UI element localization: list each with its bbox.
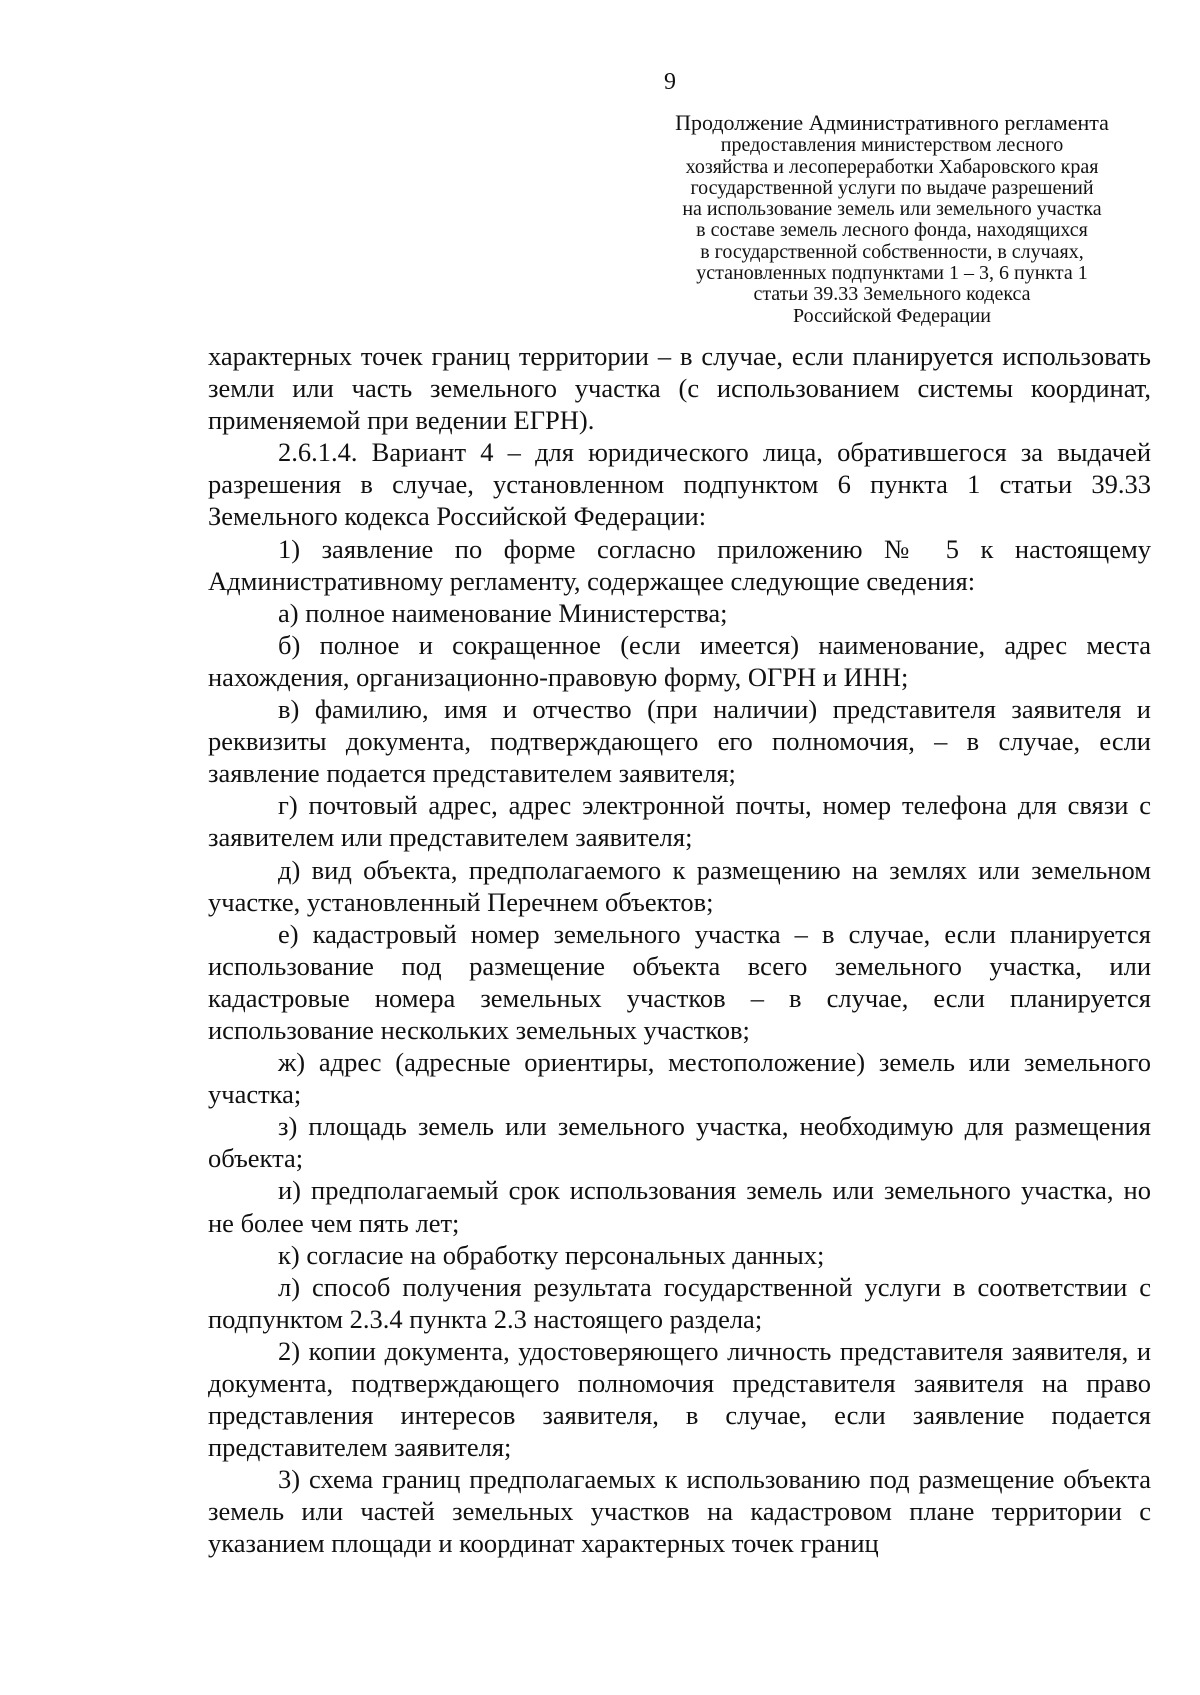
paragraph: 2.6.1.4. Вариант 4 – для юридического лица, обратившегося за выдачей разрешения в случае, установленном подпунктом 6 пункта 1 статьи 39.33 Земельного кодекса Российской Федерации: [208, 437, 1151, 532]
paragraph: характерных точек границ территории – в случае, если планируется использовать земли или часть земельного участка (с использованием системы координат, применяемой при ведении ЕГРН). [208, 341, 1151, 436]
paragraph: г) почтовый адрес, адрес электронной почты, номер телефона для связи с заявителем или представителем заявителя; [208, 790, 1151, 853]
header-line: в государственной собственности, в случаях, [700, 240, 1084, 263]
paragraph: 1) заявление по форме согласно приложению № 5 к настоящему Административному регламенту, содержащее следующие сведения: [208, 533, 1151, 596]
paragraph: е) кадастровый номер земельного участка – в случае, если планируется использование под размещение объекта всего земельного участка, или кадастровые номера земельных участков – в случае, если планируется использование нескольких земельных участков; [208, 918, 1151, 1045]
paragraph: а) полное наименование Министерства; [278, 597, 728, 628]
paragraph: и) предполагаемый срок использования земель или земельного участка, но не более чем пять лет; [208, 1175, 1151, 1238]
header-line: Продолжение Административного регламента [675, 110, 1109, 135]
header-line: предоставления министерством лесного [720, 134, 1064, 157]
paragraph: в) фамилию, имя и отчество (при наличии) представителя заявителя и реквизиты документа, подтверждающего его полномочия, – в случае, если заявление подается представителем заявителя; [208, 694, 1151, 789]
paragraph: 3) схема границ предполагаемых к использованию под размещение объекта земель или частей земельных участков на кадастровом плане территории с указанием площади и координат характерных точек границ [208, 1464, 1151, 1559]
header-line: хозяйства и лесопереработки Хабаровского края [685, 155, 1099, 178]
paragraph: 2) копии документа, удостоверяющего личность представителя заявителя, и документа, подтверждающего полномочия представителя заявителя на право представления интересов заявителя, в случае, если заявление подается представителем заявителя; [208, 1335, 1151, 1463]
header-line: в составе земель лесного фонда, находящихся [696, 219, 1088, 242]
page-number: 9 [664, 69, 676, 95]
paragraph: д) вид объекта, предполагаемого к размещению на землях или земельном участке, установленный Перечнем объектов; [208, 854, 1151, 917]
document-header [642, 112, 1142, 327]
paragraph: з) площадь земель или земельного участка, необходимую для размещения объекта; [208, 1111, 1151, 1174]
header-line: Российской Федерации [792, 304, 992, 327]
header-line: государственной услуги по выдаче разрешений [690, 176, 1094, 199]
paragraph: ж) адрес (адресные ориентиры, местоположение) земель или земельного участка; [208, 1047, 1151, 1110]
paragraph: л) способ получения результата государственной услуги в соответствии с подпунктом 2.3.4 пункта 2.3 настоящего раздела; [208, 1271, 1151, 1334]
document-body [208, 340, 1151, 1560]
header-line: статьи 39.33 Земельного кодекса [753, 283, 1031, 306]
header-line: установленных подпунктами 1 – 3, 6 пункта 1 [696, 262, 1088, 285]
header-line: на использование земель или земельного участка [682, 198, 1102, 221]
paragraph: б) полное и сокращенное (если имеется) наименование, адрес места нахождения, организационно-правовую форму, ОГРН и ИНН; [208, 629, 1151, 692]
paragraph: к) согласие на обработку персональных данных; [278, 1239, 825, 1270]
